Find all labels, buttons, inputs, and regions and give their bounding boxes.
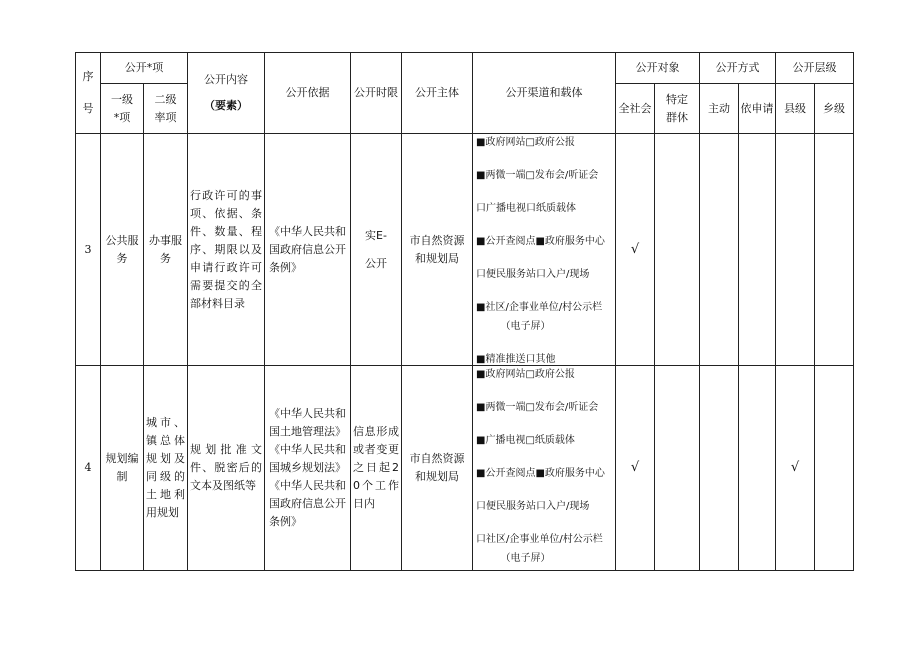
- row-level1: 规划编制: [101, 366, 144, 571]
- row-audience-all: √: [616, 366, 655, 571]
- header-content: [188, 53, 265, 134]
- row-level2: 办事服务: [144, 134, 188, 366]
- channel-item: ■公开查阅点■政府服务中心: [476, 468, 605, 479]
- header-audience-specific-line2: 群休: [666, 110, 688, 124]
- channel-item: ■广播电视□纸质载体: [476, 435, 575, 446]
- header-audience-all: 全社会: [616, 84, 655, 134]
- header-level1: [101, 84, 144, 134]
- header-audience-specific: [655, 84, 700, 134]
- channel-item: 口便民服务站口入户/现场: [476, 501, 590, 512]
- channel-item: ■公开查阅点■政府服务中心: [476, 236, 605, 247]
- channel-item: ■两微一端□发布会/听证会: [476, 402, 599, 413]
- channel-item: ■两微一端□发布会/听证会: [476, 170, 599, 181]
- row-subject: 市自然资源和规划局: [402, 134, 473, 366]
- row-level-county: √: [776, 366, 815, 571]
- row-basis-line1: 《中华人民共和国土地管理法》: [269, 407, 346, 438]
- header-item-group: 公开*项: [101, 53, 188, 84]
- row-audience-specific: [655, 366, 700, 571]
- channel-item: ■政府网站□政府公报: [476, 137, 575, 148]
- table-row: [76, 366, 854, 571]
- row-level1: 公共服务: [101, 134, 144, 366]
- header-basis: 公开依据: [265, 53, 351, 134]
- header-channels: 公开渠道和载体: [473, 53, 616, 134]
- row-content: 规划批准文件、脱密后的文本及图纸等: [188, 366, 265, 571]
- row-basis: 《中华人民共和国政府信息公开条例》: [265, 134, 351, 366]
- header-subject: 公开主体: [402, 53, 473, 134]
- table-row: [76, 134, 854, 366]
- header-seq-top: 序: [82, 70, 94, 83]
- row-time-line1: 实E-: [365, 228, 387, 242]
- row-audience-specific: [655, 134, 700, 366]
- channel-item: ■精准推送口其他: [476, 354, 556, 364]
- row-method-request: [739, 134, 776, 366]
- header-level1-line2: *项: [113, 110, 131, 124]
- row-basis-line3: 《中华人民共和国政府信息公开条例》: [269, 479, 346, 528]
- row-basis: [265, 366, 351, 571]
- row-method-request: [739, 366, 776, 571]
- header-level2-line2: 率项: [154, 110, 177, 124]
- row-level-township: [815, 366, 854, 571]
- header-time-limit: 公开时限: [351, 53, 402, 134]
- channel-item: 口社区/企事业单位/村公示栏: [476, 534, 603, 545]
- row-seq: 4: [76, 366, 101, 571]
- header-method-request: 依申请: [739, 84, 776, 134]
- header-method-group: 公开方式: [700, 53, 776, 84]
- row-method-active: [700, 134, 739, 366]
- row-time-limit: [351, 134, 402, 366]
- disclosure-table: [75, 52, 854, 571]
- header-method-active: 主动: [700, 84, 739, 134]
- row-basis-line2: 《中华人民共和国城乡规划法》: [269, 443, 346, 474]
- header-level1-line1: 一级: [111, 92, 133, 106]
- header-level2: [144, 84, 188, 134]
- header-seq: [76, 53, 101, 134]
- channel-item: （电子屏）: [500, 321, 551, 332]
- header-level-group: 公开层级: [776, 53, 854, 84]
- row-seq: 3: [76, 134, 101, 366]
- row-channels: [473, 134, 616, 366]
- row-level2: 城市、镇总体规划及同级的土地利用规划: [144, 366, 188, 571]
- row-level-township: [815, 134, 854, 366]
- channel-item: （电子屏）: [500, 553, 551, 564]
- header-audience-group: 公开对象: [616, 53, 700, 84]
- header-seq-bottom: 号: [82, 102, 94, 115]
- channel-item: 口广播电视口纸质载体: [476, 203, 576, 214]
- header-level2-line1: 二级: [154, 92, 177, 106]
- header-content-title: 公开内容: [204, 73, 248, 86]
- channel-item: ■政府网站□政府公报: [476, 369, 575, 380]
- row-audience-all: √: [616, 134, 655, 366]
- header-content-sub: （要素）: [204, 99, 248, 112]
- row-time-line2: 公开: [365, 256, 387, 270]
- row-level-county: [776, 134, 815, 366]
- row-subject: 市自然资源和规划局: [402, 366, 473, 571]
- channel-item: ■社区/企事业单位/村公示栏: [476, 302, 603, 313]
- header-level-township: 乡级: [815, 84, 854, 134]
- channel-item: 口便民服务站口入户/现场: [476, 269, 590, 280]
- row-content: 行政许可的事项、依据、条件、数量、程序、期限以及申请行政许可需要提交的全部材料目录: [188, 134, 265, 366]
- row-method-active: [700, 366, 739, 571]
- header-audience-specific-line1: 特定: [666, 92, 688, 106]
- row-time-limit: 信息形成或者变更之日起20个工作日内: [351, 366, 402, 571]
- row-channels: [473, 366, 616, 571]
- header-level-county: 县级: [776, 84, 815, 134]
